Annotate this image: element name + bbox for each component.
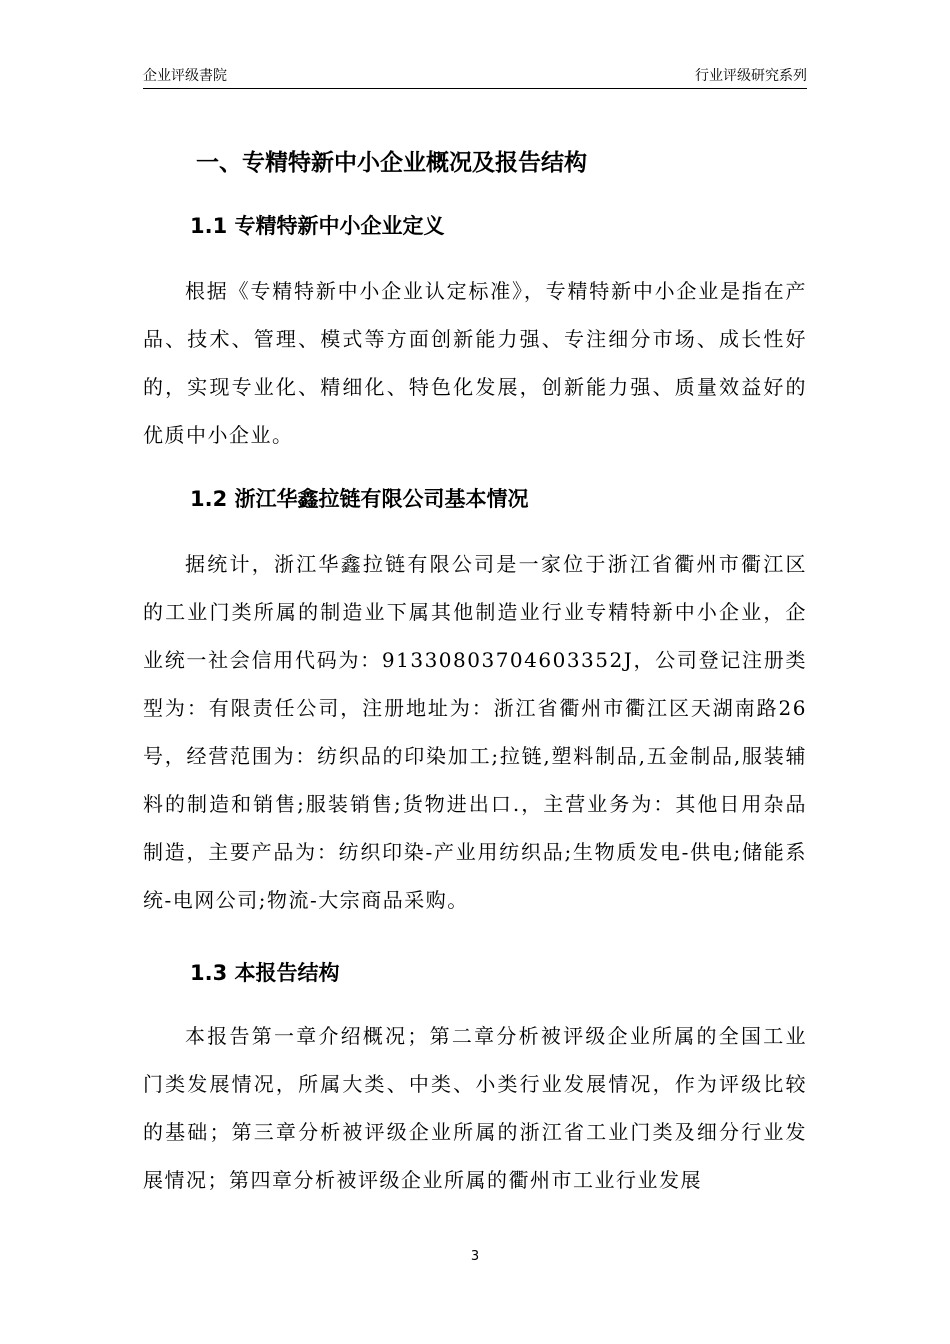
header-right-title: 行业评级研究系列 — [695, 68, 807, 84]
section-paragraph-1-3: 本报告第一章介绍概况；第二章分析被评级企业所属的全国工业门类发展情况，所属大类、中类、小类行业发展情况，作为评级比较的基础；第三章分析被评级企业所属的浙江省工业门类及细分行业发展情况；第四章分析被评级企业所属的衢州市工业行业发展 — [143, 1024, 807, 1192]
section-paragraph-1-2: 据统计，浙江华鑫拉链有限公司是一家位于浙江省衢州市衢江区的工业门类所属的制造业下属其他制造业行业专精特新中小企业，企业统一社会信用代码为：91330803704603352J，公司登记注册类型为：有限责任公司，注册地址为：浙江省衢州市衢江区天湖南路26号，经营范围为：纺织品的印染加工;拉链,塑料制品,五金制品,服装辅料的制造和销售;服装销售;货物进出口.，主营业务为：其他日用杂品制造，主要产品为：纺织印染-产业用纺织品;生物质发电-供电;储能系统-电网公司;物流-大宗商品采购。 — [143, 552, 807, 912]
page-header — [143, 64, 807, 88]
chapter-title: 一、专精特新中小企业概况及报告结构 — [196, 150, 587, 176]
section-title-1-2: 1.2 浙江华鑫拉链有限公司基本情况 — [190, 487, 529, 511]
header-divider — [143, 88, 807, 89]
section-title-1-1: 1.1 专精特新中小企业定义 — [190, 214, 445, 238]
header-left-title: 企业评级書院 — [143, 68, 227, 84]
page-number: 3 — [470, 1249, 480, 1264]
section-paragraph-1-1: 根据《专精特新中小企业认定标准》，专精特新中小企业是指在产品、技术、管理、模式等方面创新能力强、专注细分市场、成长性好的，实现专业化、精细化、特色化发展，创新能力强、质量效益好的优质中小企业。 — [143, 279, 807, 447]
section-title-1-3: 1.3 本报告结构 — [190, 961, 340, 985]
